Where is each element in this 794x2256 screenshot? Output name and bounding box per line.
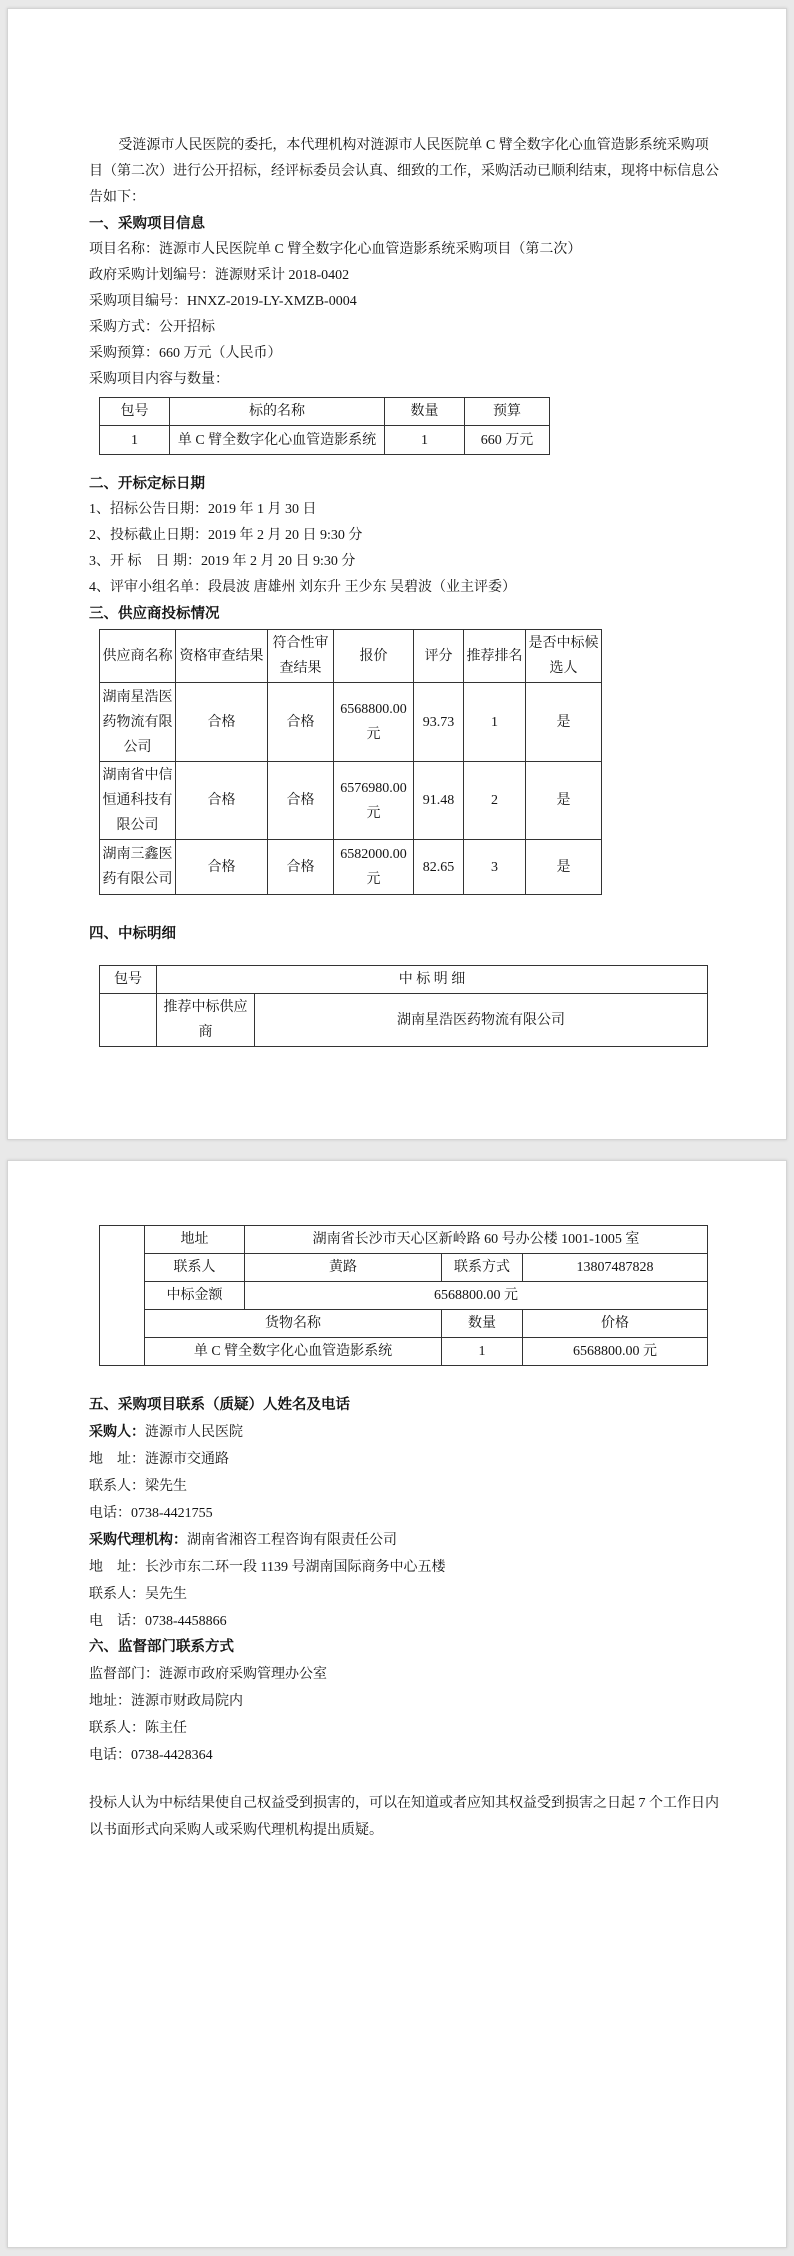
table-cell: 合格 (176, 762, 268, 840)
table-header-row (100, 398, 550, 426)
section-3-heading: 三、供应商投标情况 (89, 606, 220, 622)
table-header-cell: 供应商名称 (100, 630, 176, 683)
table-cell: 湖南省中信恒通科技有限公司 (100, 762, 176, 840)
table-header-cell: 符合性审查结果 (268, 630, 334, 683)
table-header-cell: 预算 (465, 398, 550, 426)
page-2 (7, 1160, 787, 2248)
award-detail-table (99, 965, 708, 1047)
empty-cell (100, 1226, 145, 1366)
section-5-heading: 五、采购项目联系（质疑）人姓名及电话 (89, 1397, 350, 1413)
project-content-table (99, 397, 550, 455)
project-number-line: 采购项目编号：HNXZ-2019-LY-XMZB-0004 (89, 294, 357, 309)
supervision-dept-line: 监督部门：涟源市政府采购管理办公室 (89, 1667, 327, 1682)
table-cell: 是 (526, 840, 602, 895)
bid-date-item: 4、评审小组名单：段晨波 唐雄州 刘东升 王少东 吴碧波（业主评委） (89, 580, 516, 595)
table-cell: 合格 (268, 762, 334, 840)
bid-date-item: 2、投标截止日期：2019 年 2 月 20 日 9:30 分 (89, 528, 363, 543)
table-header-cell: 包号 (100, 398, 170, 426)
purchaser-contact-line: 联系人：梁先生 (89, 1479, 187, 1494)
supplier-row (100, 762, 602, 840)
table-cell: 湖南星浩医药物流有限公司 (100, 683, 176, 762)
table-cell: 湖南省长沙市天心区新岭路 60 号办公楼 1001-1005 室 (245, 1226, 708, 1254)
table-cell: 中标金额 (145, 1282, 245, 1310)
purchaser-phone-line: 电话：0738-4421755 (89, 1506, 213, 1521)
table-header-cell: 资格审查结果 (176, 630, 268, 683)
table-header-cell: 报价 (334, 630, 414, 683)
supplier-row (100, 683, 602, 762)
agency-label: 采购代理机构： (89, 1533, 187, 1548)
agency-contact-line: 联系人：吴先生 (89, 1587, 187, 1602)
supervision-contact-line: 联系人：陈主任 (89, 1721, 187, 1736)
agency-address-line: 地 址：长沙市东二环一段 1139 号湖南国际商务中心五楼 (89, 1560, 446, 1575)
section-6-heading: 六、监督部门联系方式 (89, 1639, 234, 1655)
table-header-cell: 评分 (414, 630, 464, 683)
table-cell: 地址 (145, 1226, 245, 1254)
purchaser-value: 涟源市人民医院 (145, 1425, 243, 1440)
table-row (100, 994, 708, 1047)
table-header-row (100, 966, 708, 994)
table-header-cell: 数量 (442, 1310, 523, 1338)
table-cell: 6568800.00 元 (334, 683, 414, 762)
table-cell: 93.73 (414, 683, 464, 762)
table-cell: 6582000.00 元 (334, 840, 414, 895)
agency-value: 湖南省湘咨工程咨询有限责任公司 (187, 1533, 397, 1548)
budget-line: 采购预算：660 万元（人民币） (89, 346, 282, 361)
page-1 (7, 8, 787, 1140)
award-contact-table (99, 1225, 708, 1366)
table-cell: 6568800.00 元 (245, 1282, 708, 1310)
table-header-cell: 货物名称 (145, 1310, 442, 1338)
table-cell: 推荐中标供应商 (157, 994, 255, 1047)
agency-line (89, 1528, 720, 1553)
section-4-heading: 四、中标明细 (89, 926, 176, 942)
table-cell: 单 C 臂全数字化心血管造影系统 (145, 1338, 442, 1366)
agency-phone-line: 电 话：0738-4458866 (89, 1614, 227, 1629)
content-quantity-line: 采购项目内容与数量： (89, 372, 229, 387)
table-header-row (100, 630, 602, 683)
table-cell: 是 (526, 762, 602, 840)
table-cell: 82.65 (414, 840, 464, 895)
empty-cell (100, 994, 157, 1047)
table-cell: 6576980.00 元 (334, 762, 414, 840)
table-cell: 1 (442, 1338, 523, 1366)
table-row (100, 1338, 708, 1366)
supplier-bid-table (99, 629, 602, 895)
table-header-cell: 中 标 明 细 (157, 966, 708, 994)
supervision-address-line: 地址：涟源市财政局院内 (89, 1694, 243, 1709)
table-cell: 1 (100, 426, 170, 455)
table-cell: 合格 (176, 683, 268, 762)
table-cell: 13807487828 (523, 1254, 708, 1282)
bid-date-item: 1、招标公告日期：2019 年 1 月 30 日 (89, 502, 317, 517)
table-cell: 联系人 (145, 1254, 245, 1282)
table-row (100, 1282, 708, 1310)
table-cell: 合格 (268, 683, 334, 762)
table-cell: 单 C 臂全数字化心血管造影系统 (170, 426, 385, 455)
table-header-cell: 推荐排名 (464, 630, 526, 683)
procurement-method-line: 采购方式：公开招标 (89, 320, 215, 335)
table-cell: 黄路 (245, 1254, 442, 1282)
objection-notice-paragraph: 投标人认为中标结果使自己权益受到损害的，可以在知道或者应知其权益受到损害之日起 7 个工作日内以书面形式向采购人或采购代理机构提出质疑。 (89, 1796, 719, 1838)
table-header-cell: 标的名称 (170, 398, 385, 426)
purchaser-label: 采购人： (89, 1425, 145, 1440)
purchaser-address-line: 地 址：涟源市交通路 (89, 1452, 229, 1467)
table-header-row (100, 1310, 708, 1338)
table-row (100, 1254, 708, 1282)
table-cell: 660 万元 (465, 426, 550, 455)
table-header-cell: 是否中标候选人 (526, 630, 602, 683)
table-row (100, 426, 550, 455)
table-header-cell: 包号 (100, 966, 157, 994)
table-cell: 2 (464, 762, 526, 840)
table-header-cell: 数量 (385, 398, 465, 426)
table-row (100, 1226, 708, 1254)
table-cell: 1 (464, 683, 526, 762)
purchaser-line (89, 1420, 720, 1445)
supervision-phone-line: 电话：0738-4428364 (89, 1748, 213, 1763)
table-cell: 湖南星浩医药物流有限公司 (255, 994, 708, 1047)
table-cell: 1 (385, 426, 465, 455)
project-name-line: 项目名称：涟源市人民医院单 C 臂全数字化心血管造影系统采购项目（第二次） (89, 242, 582, 257)
intro-paragraph: 受涟源市人民医院的委托，本代理机构对涟源市人民医院单 C 臂全数字化心血管造影系统采购项目（第二次）进行公开招标，经评标委员会认真、细致的工作，采购活动已顺利结束，现将中标信息公告如下： (89, 138, 719, 205)
table-cell: 联系方式 (442, 1254, 523, 1282)
table-header-cell: 价格 (523, 1310, 708, 1338)
table-cell: 3 (464, 840, 526, 895)
table-cell: 6568800.00 元 (523, 1338, 708, 1366)
section-1-heading: 一、采购项目信息 (89, 216, 205, 232)
supplier-row (100, 840, 602, 895)
bid-date-item: 3、开 标 日 期：2019 年 2 月 20 日 9:30 分 (89, 554, 356, 569)
plan-number-line: 政府采购计划编号：涟源财采计 2018-0402 (89, 268, 350, 283)
section-2-heading: 二、开标定标日期 (89, 476, 205, 492)
table-cell: 合格 (176, 840, 268, 895)
table-cell: 是 (526, 683, 602, 762)
table-cell: 合格 (268, 840, 334, 895)
table-cell: 91.48 (414, 762, 464, 840)
table-cell: 湖南三鑫医药有限公司 (100, 840, 176, 895)
